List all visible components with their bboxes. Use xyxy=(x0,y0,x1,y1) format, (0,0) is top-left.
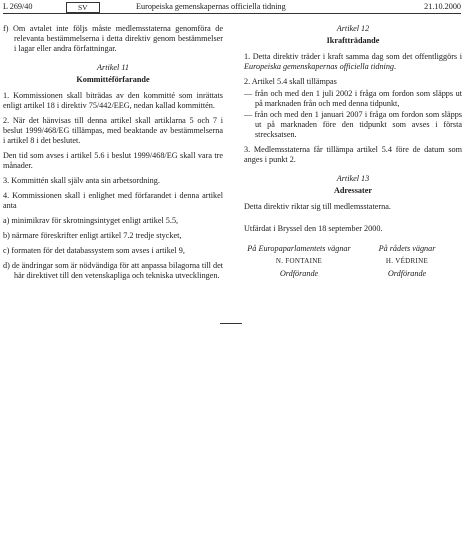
article-11-para-2b: Den tid som avses i artikel 5.6 i beslut 1999/468/EG skall vara tre månader. xyxy=(3,151,223,170)
signature-council xyxy=(352,244,462,279)
indent-1: — från och med den 1 juli 2002 i fråga om fordon som släpps ut på marknaden från och med denna tidpunkt, xyxy=(244,89,462,108)
signatory-role: Ordförande xyxy=(387,268,427,278)
right-column xyxy=(244,24,462,294)
signatures xyxy=(244,244,462,294)
language-badge: SV xyxy=(66,2,100,13)
article-12-heading: Artikel 12 xyxy=(336,24,370,33)
signature-heading: På rådets vägnar xyxy=(378,244,436,253)
signature-parliament xyxy=(244,244,354,279)
article-11-heading: Artikel 11 xyxy=(97,63,129,72)
article-13-text: Detta direktiv riktar sig till medlemsstaterna. xyxy=(244,202,391,211)
item-d: d) de ändringar som är nödvändiga för att anpassa bilagorna till det här direktivet till den vetenskapliga och tekniska utvecklingen. xyxy=(3,261,223,280)
end-rule xyxy=(220,323,242,324)
article-11-para-4: 4. Kommissionen skall i enlighet med förfarandet i denna artikel anta xyxy=(3,191,223,210)
article-12-para-1: 1. Detta direktiv träder i kraft samma dag som det offentliggörs i Europeiska gemenskapernas officiella tidning. xyxy=(244,52,462,71)
article-11-title: Kommittéförfarande xyxy=(76,75,150,84)
header-rule xyxy=(3,13,461,14)
item-b: b) närmare föreskrifter enligt artikel 7.2 tredje stycket, xyxy=(3,231,182,240)
done-at: Utfärdat i Bryssel den 18 september 2000. xyxy=(244,224,383,233)
item-f: f) Om avtalet inte följs måste medlemsstaterna genomföra de relevanta bestämmelserna i detta direktiv genom bestämmelser i lagar eller andra författningar. xyxy=(3,24,223,53)
article-11-para-2: 2. När det hänvisas till denna artikel skall artiklarna 5 och 7 i beslut 1999/468/EG tillämpas, med beaktande av bestämmelserna i artikel 8 i det beslutet. xyxy=(3,116,223,145)
signatory-name: H. VÉDRINE xyxy=(385,257,429,265)
article-12-para-3: 3. Medlemsstaterna får tillämpa artikel 5.4 före de datum som anges i punkt 2. xyxy=(244,145,462,164)
signature-heading: På Europaparlamentets vägnar xyxy=(247,244,351,253)
article-13-heading: Artikel 13 xyxy=(336,174,370,183)
article-11-para-1: 1. Kommissionen skall biträdas av den kommitté som inrättats enligt artikel 18 i direktiv 75/442/EEG, nedan kallad kommittén. xyxy=(3,91,223,110)
article-11-para-3: 3. Kommittén skall själv anta sin arbetsordning. xyxy=(3,176,160,185)
indent-2: — från och med den 1 januari 2007 i fråga om fordon som släpps ut på marknaden före den tidpunkt som avses i första strecksatsen. xyxy=(244,110,462,139)
article-12-para-2: 2. Artikel 5.4 skall tillämpas xyxy=(244,77,337,86)
article-13-title: Adressater xyxy=(333,186,373,195)
left-column xyxy=(3,24,223,286)
journal-title: Europeiska gemenskapernas officiella tidning xyxy=(136,2,286,11)
page-reference: L 269/40 xyxy=(3,2,33,11)
journal-reference: Europeiska gemenskapernas officiella tidning xyxy=(244,62,395,71)
signatory-name: N. FONTAINE xyxy=(275,257,323,265)
item-c: c) formaten för det databassystem som avses i artikel 9, xyxy=(3,246,185,255)
issue-date: 21.10.2000 xyxy=(424,2,461,11)
signatory-role: Ordförande xyxy=(279,268,319,278)
item-a: a) minimikrav för skrotningsintyget enligt artikel 5.5, xyxy=(3,216,179,225)
article-12-title: Ikraftträdande xyxy=(326,36,380,45)
